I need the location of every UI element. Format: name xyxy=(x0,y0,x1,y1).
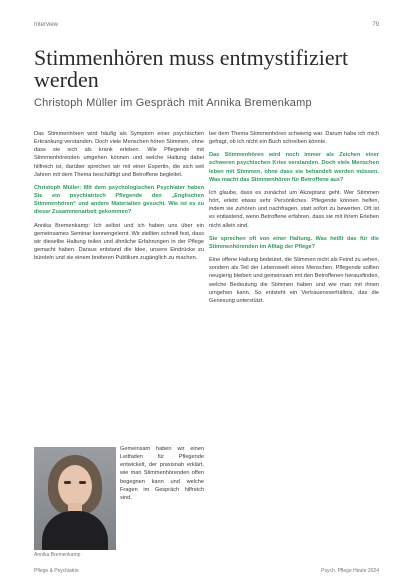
right-answer-2: Eine offene Haltung bedeutet, die Stimmen nicht als Feind zu sehen, sondern als Teil der Lebenswelt eines Menschen. Pflegende sollten neugierig bleiben und gemeinsam mit den Betroffenen herausfinden, welche Bedeutung die Stimmen haben und wie man mit ihnen umgehen kann. So entsteht ein Vertrauensverhältnis, das die Genesung unterstützt. xyxy=(209,257,379,304)
portrait-photo xyxy=(34,447,116,550)
page-number: 79 xyxy=(372,22,379,28)
wrap-paragraph: Gemeinsam haben wir einen Leitfaden für Pflegende entwickelt, der praxisnah erklärt, wie man Stimmenhörenden offen begegnen kann und welche Fragen im Gespräch hilfreich sind. xyxy=(120,446,204,501)
answer-paragraph: Annika Bremenkamp: Ich selbst und ich haben uns über ein gemeinsames Seminar kennengelernt. Wir stellten schnell fest, dass wir dieselbe Haltung teilen und ähnliche Erfahrungen in der Pflege gemacht haben. Daraus entstand die Idee, unsere Eindrücke zu bündeln und sie einem breiteren Publikum zugänglich zu machen. xyxy=(34,222,204,262)
photo-eye-right xyxy=(79,481,86,484)
right-column xyxy=(209,130,379,310)
right-question-1: Das Stimmenhören wird noch immer als Zeichen einer schweren psychischen Krise verstanden. Doch viele Menschen leben mit Stimmen, ohne dass sie behandelt werden müssen. Was macht das Stimmenhören für Betroffene aus? xyxy=(209,152,379,183)
right-continuation: bei dem Thema Stimmenhören schwierig war. Darum habe ich mich gefragt, ob ich nicht ein Buch schreiben könnte. xyxy=(209,131,379,146)
photo-caption: Annika Bremenkamp xyxy=(34,552,81,558)
footer-right: Psych. Pflege Heute 2024 xyxy=(321,568,379,574)
article-title: Stimmenhören muss entmystifiziert werden xyxy=(34,45,349,92)
footer xyxy=(34,568,379,576)
article-subtitle: Christoph Müller im Gespräch mit Annika Bremenkamp xyxy=(34,97,312,109)
photo-body xyxy=(42,511,108,550)
question-paragraph: Christoph Müller: Mit dem psychologischen Psychiater haben Sie ein psychiatrisch Pflegende den „Englischen Stimmenhören“ und andere Materialien gesucht. Wie ist es zu dieser Zusammenarbeit gekommen? xyxy=(34,184,204,216)
running-head xyxy=(34,22,379,32)
left-column xyxy=(34,130,204,267)
photo-eye-left xyxy=(64,481,71,484)
right-answer-1: Ich glaube, dass es zunächst um Akzeptanz geht. Wer Stimmen hört, erlebt etwas sehr Persönliches. Pflegende können helfen, indem sie zuhören und nachfragen, statt sofort zu bewerten. Oft ist es entlastend, wenn Betroffene erfahren, dass sie mit ihrem Erleben nicht allein sind. xyxy=(209,189,379,229)
right-question-2: Sie sprechen oft von einer Haltung. Was heißt das für die Stimmenhörenden im Alltag der Pflege? xyxy=(209,235,379,250)
intro-paragraph: Das Stimmenhören wird häufig als Symptom einer psychischen Erkrankung verstanden. Doch viele Menschen hören Stimmen, ohne dass sie sich als krank erleben. Wie Pflegende mit Stimmenhörenden umgehen können und welche Haltung dabei hilfreich ist, darüber sprechen wir mit einer Expertin, die sich seit Jahren mit dem Thema beschäftigt und Betroffene begleitet. xyxy=(34,131,204,178)
footer-left: Pflege & Psychiatrie xyxy=(34,568,79,574)
photo-face xyxy=(58,465,92,507)
section-label: Interview xyxy=(34,22,59,28)
